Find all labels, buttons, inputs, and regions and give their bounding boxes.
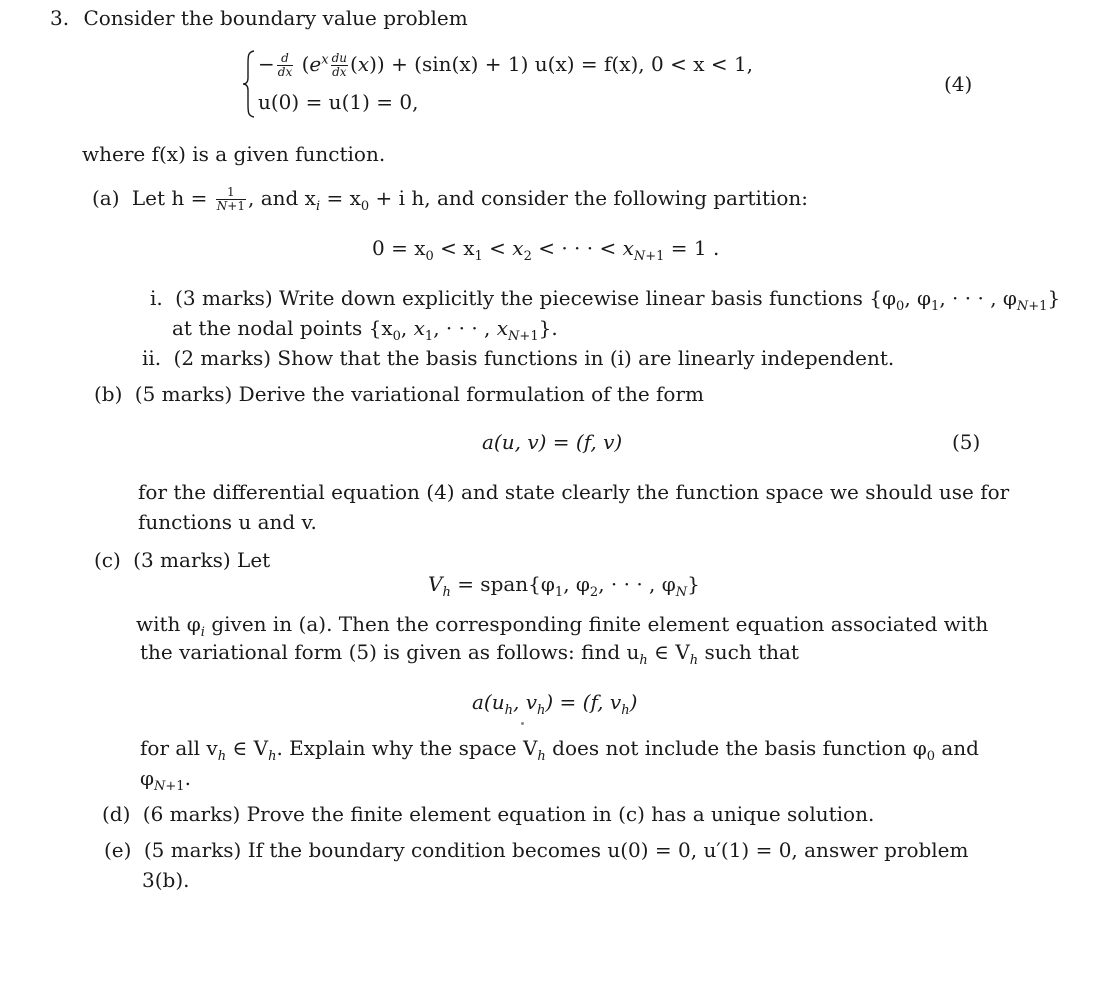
- where-clause: where f(x) is a given function.: [82, 142, 386, 166]
- part-d-statement: (d) (6 marks) Prove the finite element equation in (c) has a unique solution.: [102, 802, 875, 826]
- part-a-item-i-cont: at the nodal points {$x_0$, $x_1$, · · · , $x_{N+1}$}.: [172, 316, 558, 344]
- equation-4-line2: u(0) = u(1) = 0,: [258, 90, 419, 114]
- part-b-line2: for the differential equation (4) and state clearly the function space we should use for: [138, 480, 1010, 504]
- equation-5: a(u, v) = (f, v): [482, 430, 623, 454]
- speck: [521, 722, 524, 725]
- equation-4-tag: (4): [944, 72, 973, 96]
- part-a-statement: (a) Let h = $\frac{1}{N+1}$ , and $x_i = x_0 + i$ h, and consider the following partition:: [92, 185, 809, 214]
- partition: $0 = x_0 < x_1 < x_2$ < · · · < $x_{N+1} = 1$ .: [372, 236, 720, 264]
- part-b-line3: functions u and v.: [138, 510, 317, 534]
- vh-definition: $V_h$ = $span\{\varphi_1$, $\varphi_2$, · · · , $\varphi_N$}: [428, 572, 700, 600]
- problem-intro: Consider the boundary value problem: [83, 6, 468, 30]
- part-c-statement: (c) (3 marks) Let: [94, 548, 271, 572]
- part-c-line2: with $\varphi_i$ given in (a). Then the corresponding finite element equation associated with: [136, 612, 989, 640]
- part-a-label: (a): [92, 186, 120, 210]
- equation-4-rest: + (sin(x) + 1) u(x) = f(x), 0 < x < 1,: [391, 52, 754, 76]
- equation-5-tag: (5): [952, 430, 981, 454]
- problem-header: [50, 6, 468, 30]
- equation-4-line1: − $\frac{d}{dx}$ ($e^x$ $\frac{du}{dx}$ (x)) + (sin(x) + 1) u(x) = f(x), 0 < x < 1,: [258, 51, 754, 79]
- part-e-label: (e): [104, 838, 132, 862]
- part-b-label: (b): [94, 382, 123, 406]
- part-c-line3: the variational form (5) is given as follows: find $u_h$ ∈ $V_h$ such that: [140, 640, 799, 668]
- part-b-statement: (b) (5 marks) Derive the variational formulation of the form: [94, 382, 704, 406]
- part-a-item-i: i. (3 marks) Write down explicitly the piecewise linear basis functions {$\varphi_0$, $\varphi_1$, · · · , $\varphi_{N+1}$}: [150, 286, 1061, 314]
- part-e-line2: 3(b).: [142, 868, 190, 892]
- part-a-item-ii: ii. (2 marks) Show that the basis functions in (i) are linearly independent.: [142, 346, 895, 370]
- left-brace: [242, 50, 256, 118]
- part-c-line4: for all $v_h$ ∈ $V_h$. Explain why the space $V_h$ does not include the basis function $\varphi_0$ and: [140, 736, 979, 764]
- part-c-label: (c): [94, 548, 121, 572]
- part-e-statement: (e) (5 marks) If the boundary condition becomes u(0) = 0, u′(1) = 0, answer problem: [104, 838, 969, 862]
- part-d-label: (d): [102, 802, 131, 826]
- fe-equation: $a(u_h$, $v_h) = (f$, $v_h$): [472, 690, 638, 718]
- problem-number: 3.: [50, 6, 70, 30]
- part-c-line5: $\varphi_{N+1}$.: [140, 766, 191, 794]
